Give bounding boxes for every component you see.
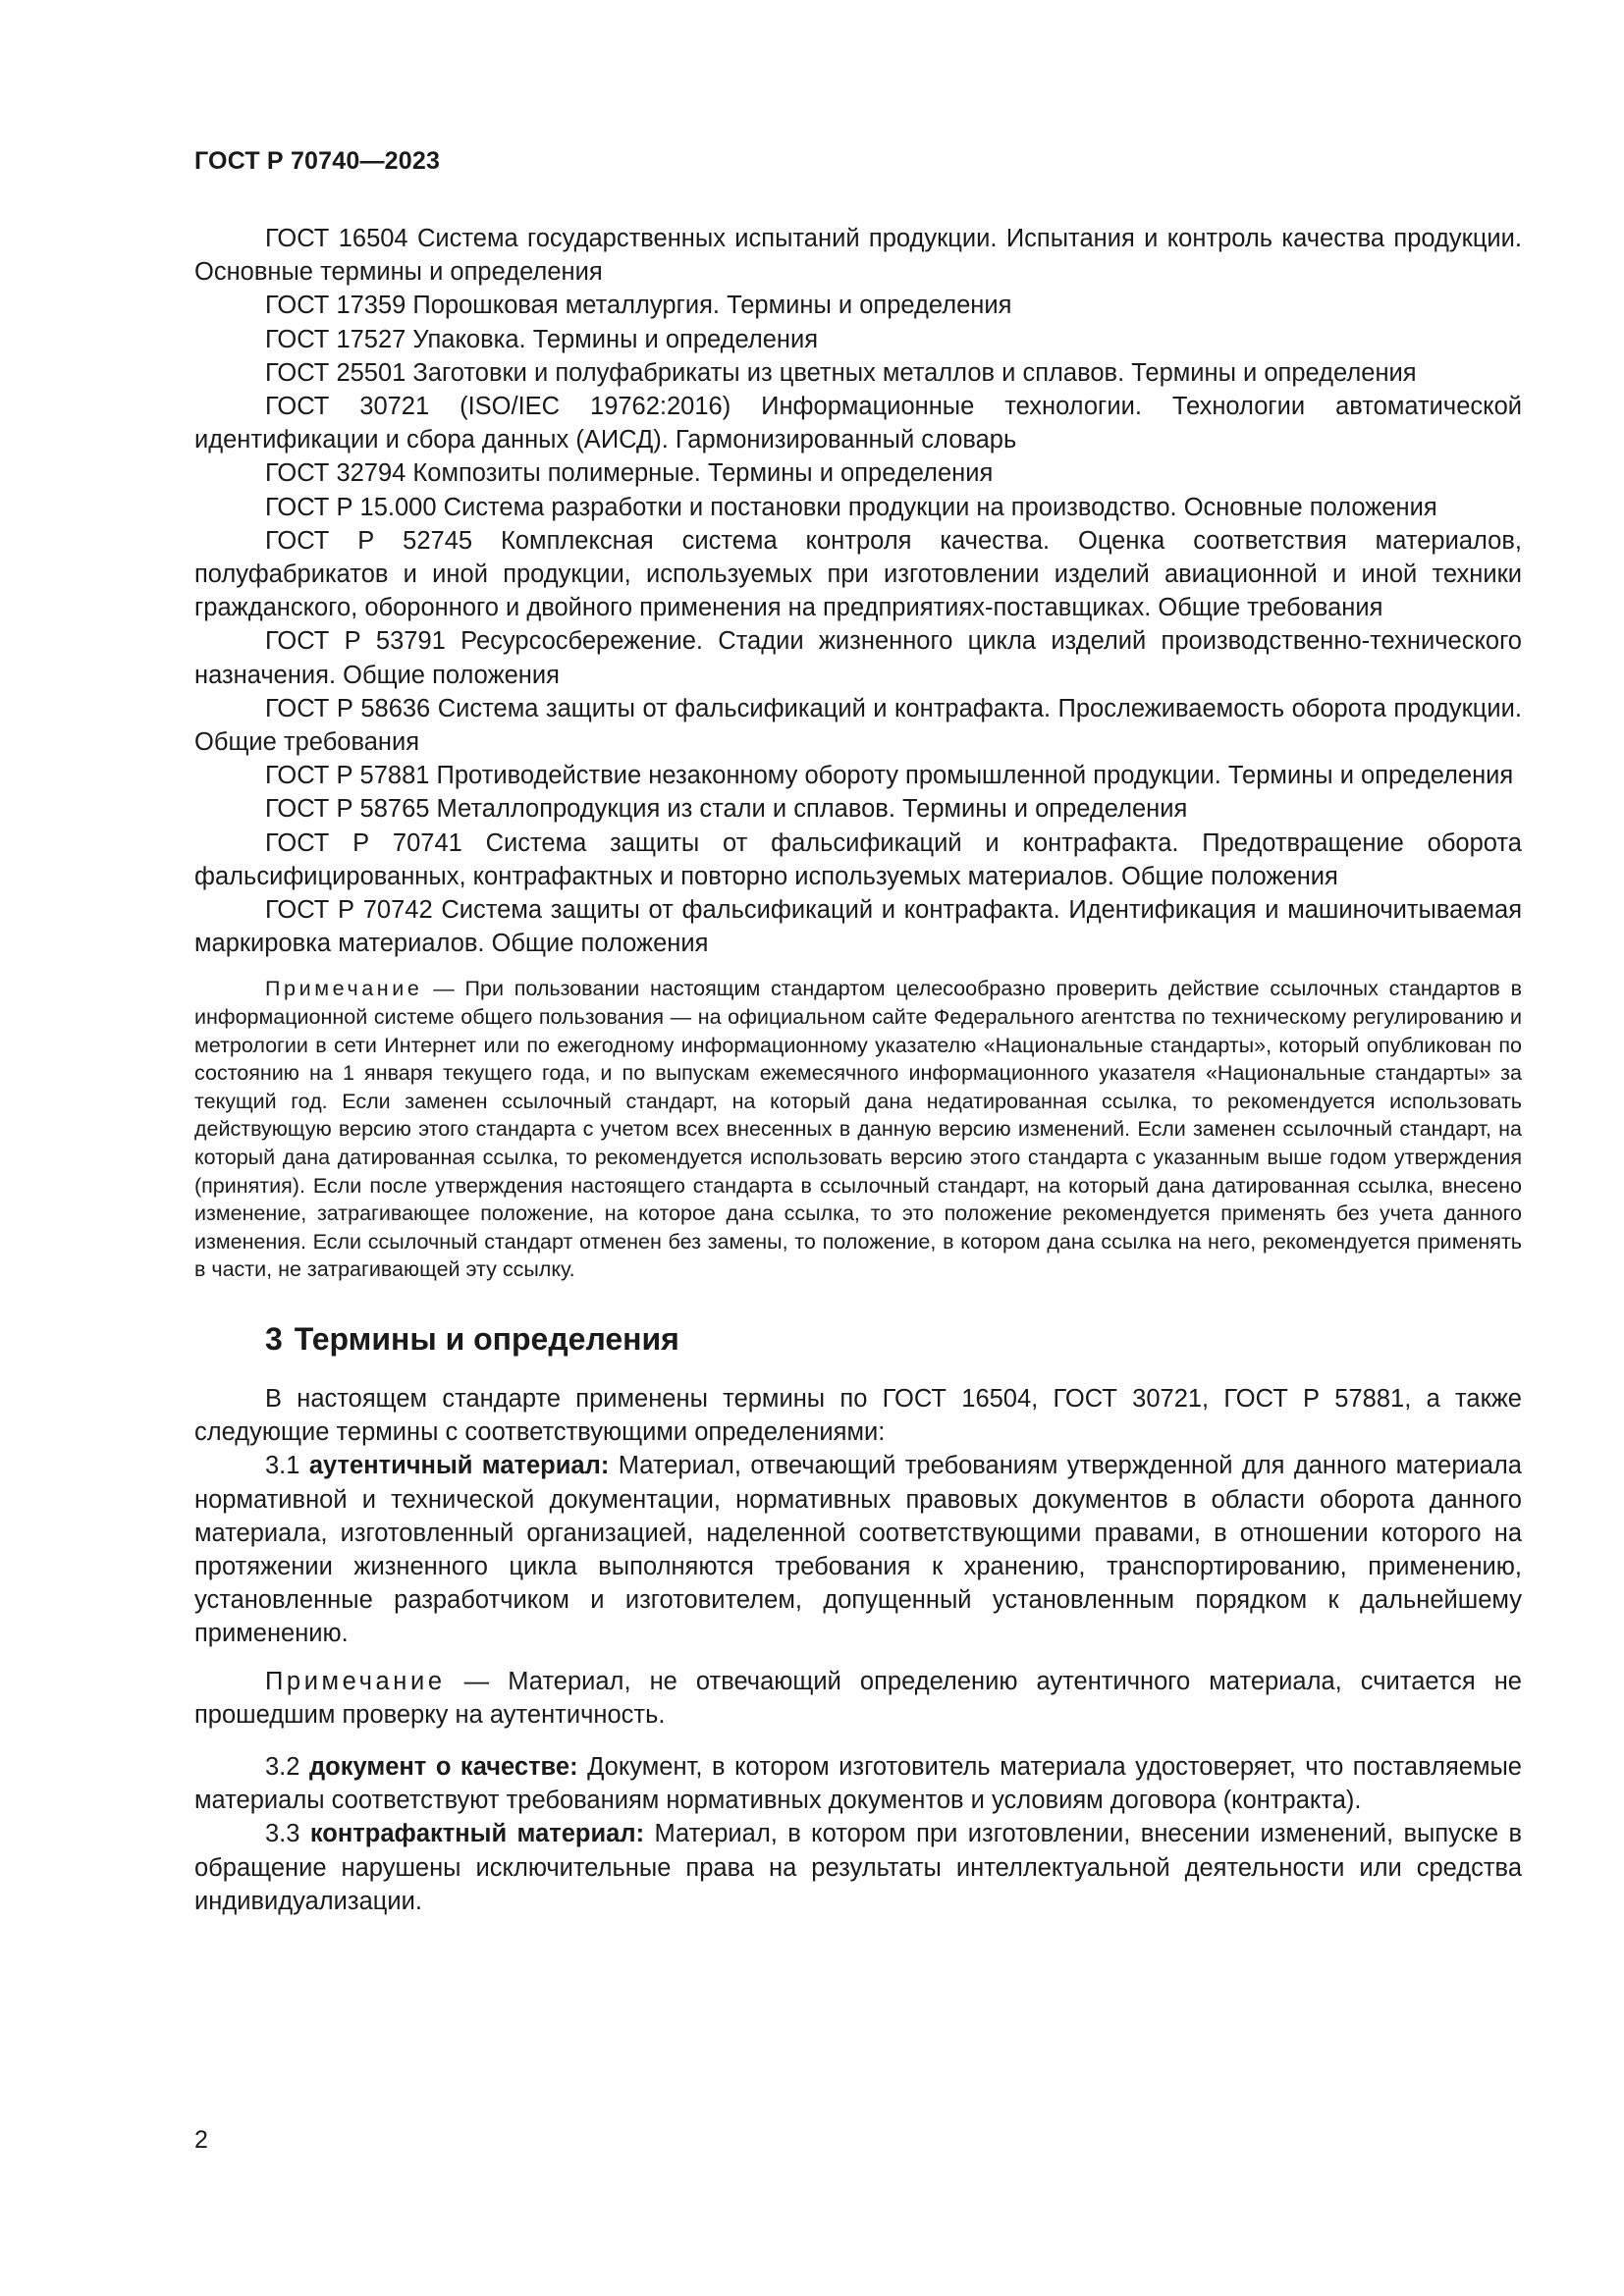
- reference-item: ГОСТ Р 70742 Система защиты от фальсификаций и контрафакта. Идентификация и машиночитываемая маркировка материалов. Общие положения: [194, 896, 1522, 958]
- term-definition: Материал, отвечающий требованиям утвержденной для данного материала нормативной и технической документации, нормативных правовых документов в области оборота данного материала, изготовленный организацией, наделенной соответствующими правами, в отношении которого на протяжении жизненного цикла выполняются требования к хранению, транспортированию, применению, установленные разработчиком и изготовителем, допущенный установленным порядком к дальнейшему применению.: [194, 1452, 1522, 1648]
- term-definition: Материал, в котором при изготовлении, внесении изменений, выпуске в обращение нарушены исключительные права на результаты интеллектуальной деятельности или средства индивидуализации.: [194, 1820, 1522, 1915]
- note-text: — При пользовании настоящим стандартом целесообразно проверить действие ссылочных стандартов в информационной системе общего пользования — на официальном сайте Федерального агентства по техническому регулированию и метрологии в сети Интернет или по ежегодному информационному указателю «Национальные стандарты», который опубликован по состоянию на 1 января текущего года, и по выпускам ежемесячного информационного указателя «Национальные стандарты» за текущий год. Если заменен ссылочный стандарт, на который дана недатированная ссылка, то рекомендуется использовать действующую версию этого стандарта с учетом всех внесенных в данную версию изменений. Если заменен ссылочный стандарт, на который дана датированная ссылка, то рекомендуется использовать версию этого стандарта с указанным выше годом утверждения (принятия). Если после утверждения настоящего стандарта в ссылочный стандарт, на который дана датированная ссылка, внесено изменение, затрагивающее положение, на которое дана ссылка, то это положение рекомендуется применять без учета данного изменения. Если ссылочный стандарт отменен без замены, то положение, в котором дана ссылка на него, рекомендуется применять в части, не затрагивающей эту ссылку.: [194, 977, 1522, 1282]
- document-designation: ГОСТ Р 70740—2023: [194, 147, 441, 175]
- normative-references-list: [194, 222, 1522, 960]
- section-title: Термины и определения: [294, 1321, 679, 1357]
- note-label: Примечание: [265, 1667, 446, 1695]
- reference-item: ГОСТ Р 15.000 Система разработки и постановки продукции на производство. Основные положения: [265, 493, 1437, 521]
- note-text: — Материал, не отвечающий определению аутентичного материала, считается не прошедшим проверку на аутентичность.: [194, 1667, 1522, 1729]
- references-note: [194, 975, 1522, 1284]
- reference-item: ГОСТ 25501 Заготовки и полуфабрикаты из цветных металлов и сплавов. Термины и определения: [265, 358, 1417, 387]
- section-heading: [194, 1317, 1522, 1361]
- reference-item: ГОСТ 16504 Система государственных испытаний продукции. Испытания и контроль качества продукции. Основные термины и определения: [194, 225, 1522, 287]
- term-name: контрафактный материал:: [309, 1820, 645, 1848]
- reference-item: ГОСТ 30721 (ISO/IEC 19762:2016) Информационные технологии. Технологии автоматической идентификации и сбора данных (АИСД). Гармонизированный словарь: [194, 393, 1522, 454]
- reference-item: ГОСТ Р 70741 Система защиты от фальсификаций и контрафакта. Предотвращение оборота фальсифицированных, контрафактных и повторно используемых материалов. Общие положения: [194, 828, 1522, 890]
- term-name: аутентичный материал:: [308, 1452, 610, 1480]
- terms-section: [194, 1382, 1522, 1918]
- term-number: 3.3: [265, 1820, 310, 1848]
- note-label: Примечание: [265, 977, 423, 1001]
- reference-item: ГОСТ Р 57881 Противодействие незаконному обороту промышленной продукции. Термины и определения: [265, 762, 1514, 790]
- reference-item: ГОСТ Р 58765 Металлопродукция из стали и сплавов. Термины и определения: [265, 795, 1188, 824]
- term-entry: [194, 1449, 1522, 1650]
- term-entry: [194, 1817, 1522, 1918]
- page-content: [194, 222, 1522, 1918]
- page-number: 2: [194, 2126, 208, 2154]
- section-number: 3: [265, 1321, 283, 1357]
- reference-item: ГОСТ Р 52745 Комплексная система контроля качества. Оценка соответствия материалов, полуфабрикатов и иной продукции, используемых при изготовлении изделий авиационной и иной техники гражданского, оборонного и двойного применения на предприятиях-поставщиках. Общие требования: [194, 526, 1522, 622]
- term-entry: [194, 1750, 1522, 1817]
- term-number: 3.2: [265, 1753, 309, 1782]
- term-note: [194, 1665, 1522, 1732]
- reference-item: ГОСТ 32794 Композиты полимерные. Термины и определения: [265, 459, 994, 488]
- reference-item: ГОСТ Р 58636 Система защиты от фальсификаций и контрафакта. Прослеживаемость оборота продукции. Общие требования: [194, 694, 1522, 757]
- term-name: документ о качестве:: [308, 1753, 578, 1782]
- reference-item: ГОСТ 17527 Упаковка. Термины и определения: [265, 325, 819, 353]
- reference-item: ГОСТ Р 53791 Ресурсосбережение. Стадии жизненного цикла изделий производственно-технического назначения. Общие положения: [194, 627, 1522, 689]
- reference-item: ГОСТ 17359 Порошковая металлургия. Термины и определения: [265, 292, 1012, 320]
- terms-intro: В настоящем стандарте применены термины по ГОСТ 16504, ГОСТ 30721, ГОСТ Р 57881, а также следующие термины с соответствующими определениями:: [194, 1385, 1522, 1447]
- term-definition: Документ, в котором изготовитель материала удостоверяет, что поставляемые материалы соответствуют требованиям нормативных документов и условиям договора (контракта).: [194, 1753, 1522, 1815]
- term-number: 3.1: [265, 1452, 309, 1480]
